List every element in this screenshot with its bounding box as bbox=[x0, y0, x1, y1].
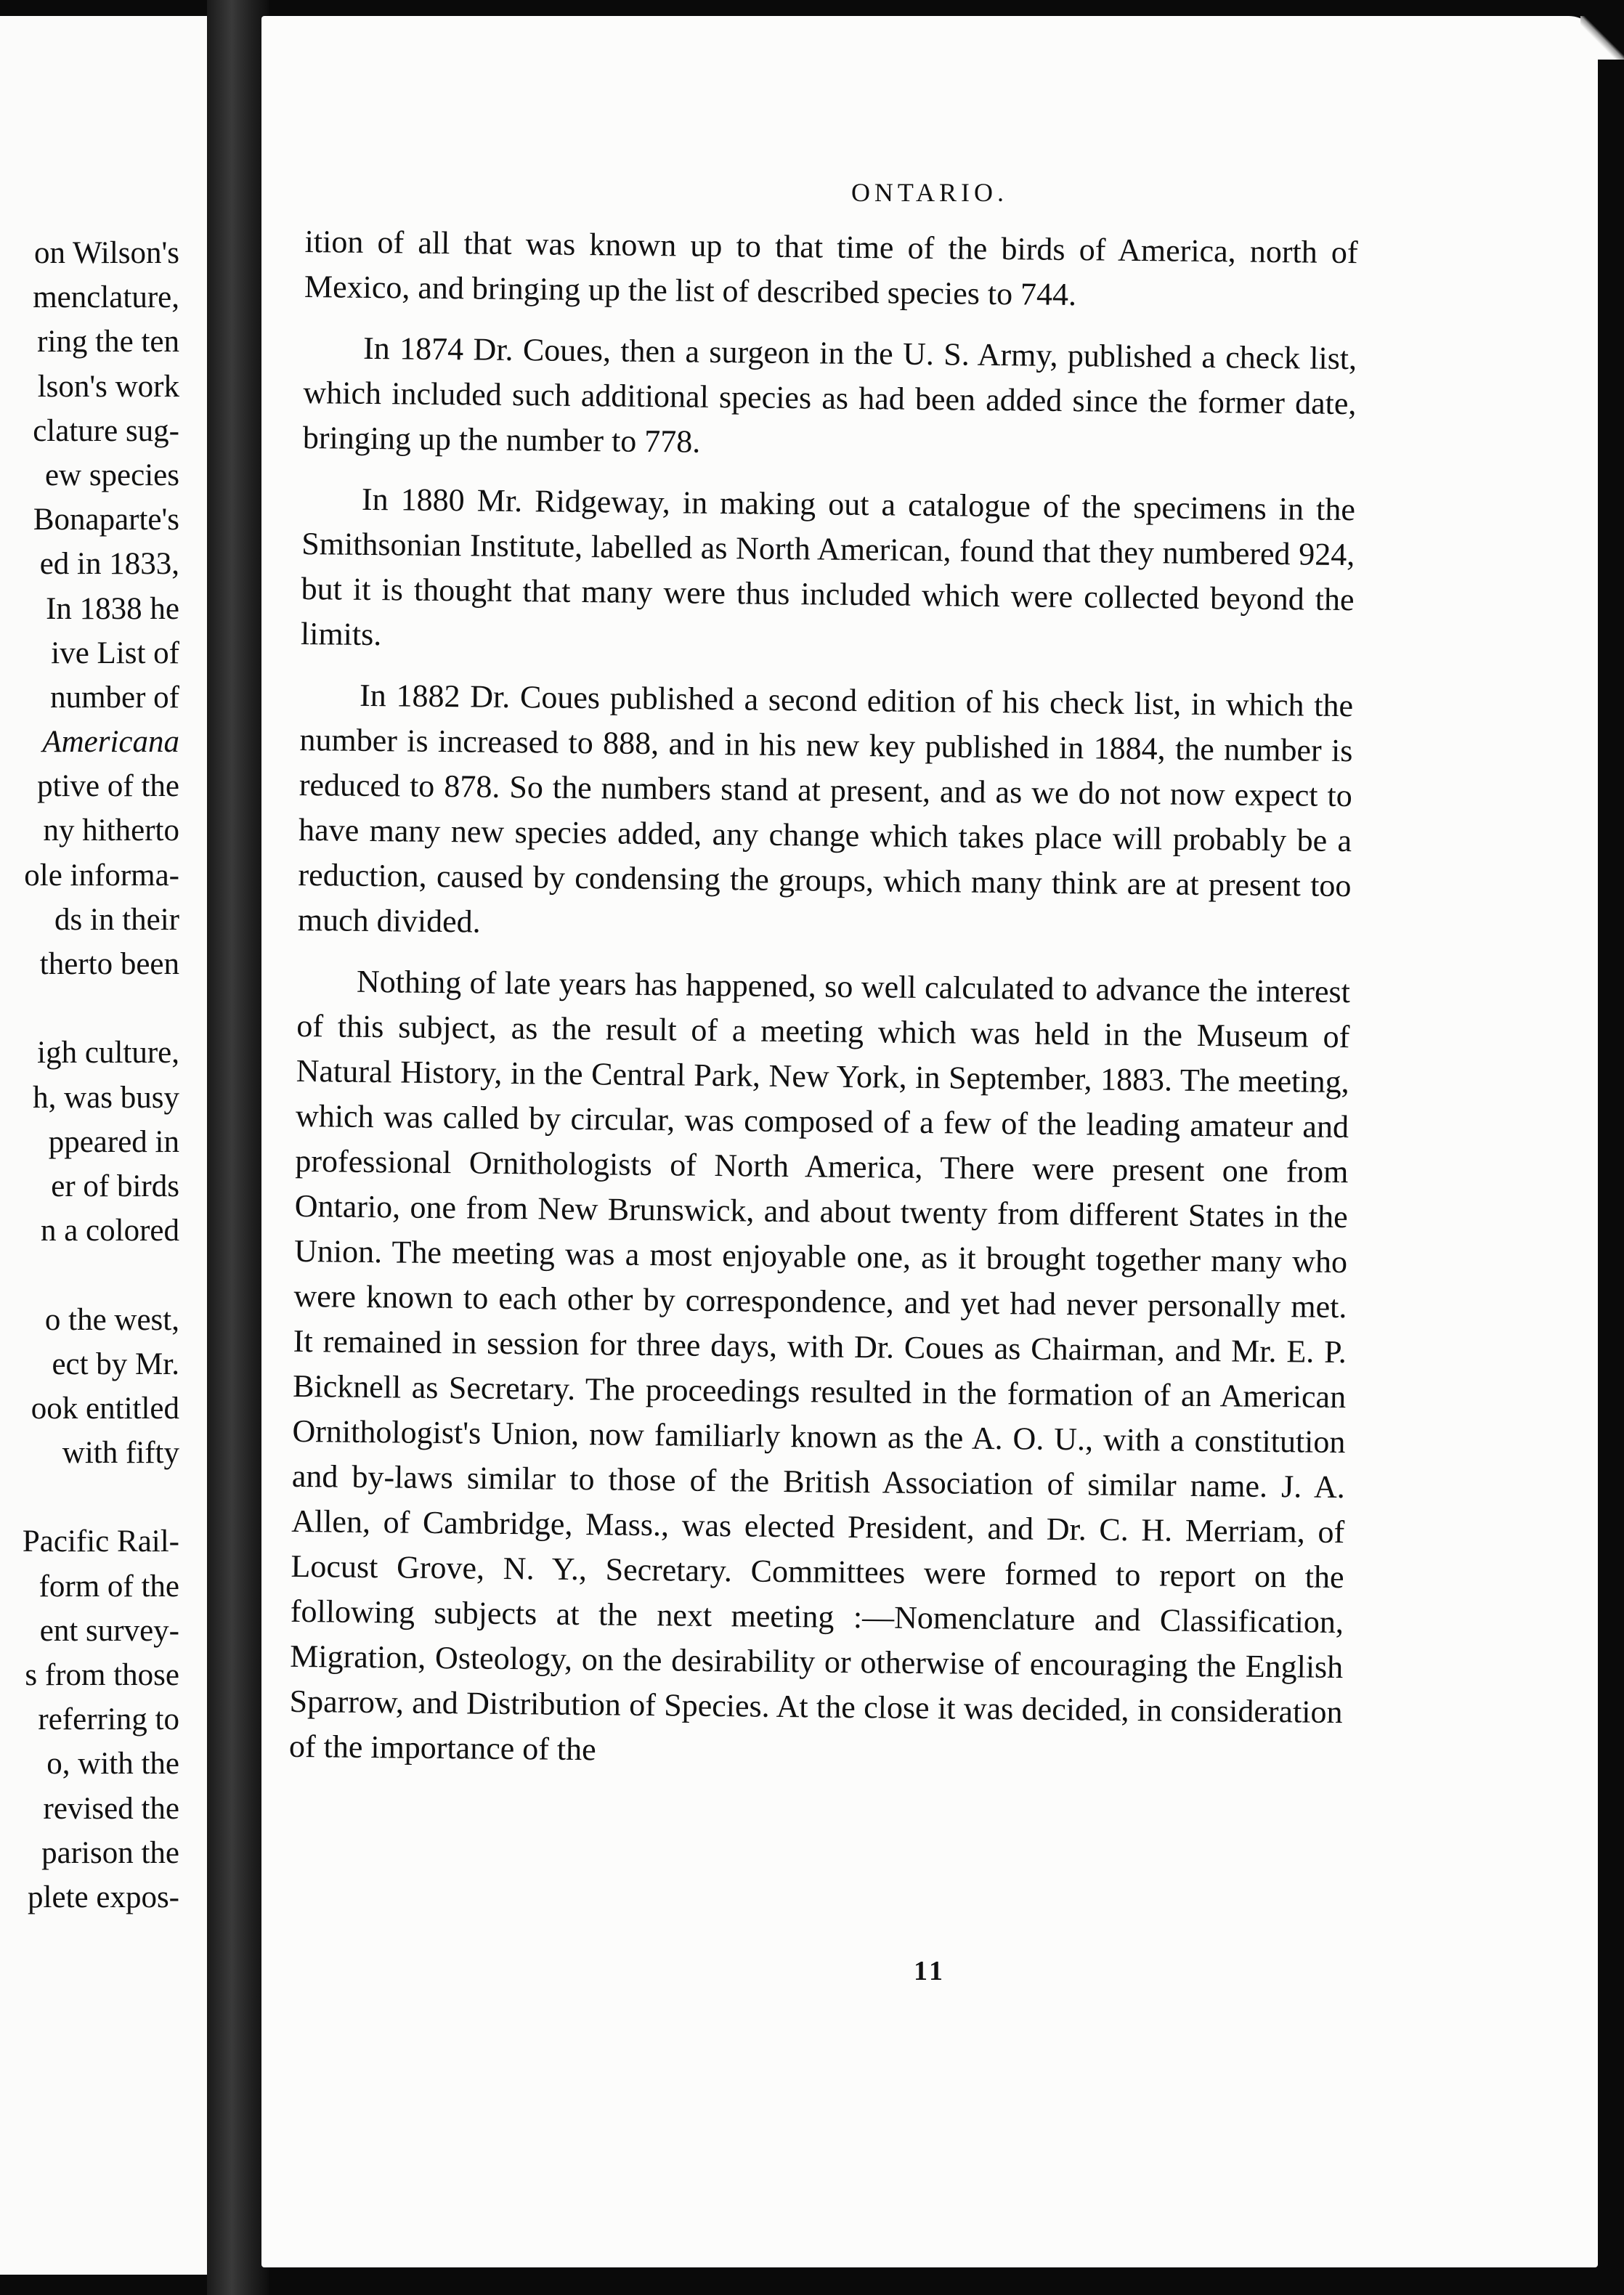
left-page-line: number of bbox=[50, 680, 179, 715]
page-number: 11 bbox=[914, 1956, 946, 1986]
left-page-line: ect by Mr. bbox=[52, 1346, 179, 1381]
left-page-line: menclature, bbox=[33, 280, 179, 315]
left-page-line: ring the ten bbox=[37, 325, 179, 360]
left-page-line: Americana bbox=[42, 725, 179, 760]
left-page-line: ive List of bbox=[51, 635, 179, 670]
left-page-line: ppeared in bbox=[48, 1124, 179, 1159]
paragraph-1882: In 1882 Dr. Coues published a second edition of his check list, in which the number is increased to 888, and in his new key published in 1884, the number is reduced to 878. So the numbers stand at present, and as we do not now expect to have many new species added, any change which takes place will probably be a reduction, caused by condensing the groups, which many think are at present too much divided. bbox=[297, 677, 1354, 940]
paragraph-1874: In 1874 Dr. Coues, then a surgeon in the U. S. Army, published a check list, which included such additional species as had been added since the former date, bringing up the number to 778. bbox=[302, 330, 1357, 460]
paragraph-1880: In 1880 Mr. Ridgeway, in making out a catalogue of the specimens in the Smithsonian Institute, labelled as North American, found that they numbered 924, but it is thought that many were thus included which were collected beyond the limits. bbox=[300, 481, 1356, 653]
left-facing-page bbox=[0, 16, 207, 2275]
page-corner-curl bbox=[1580, 16, 1624, 60]
left-page-line: Pacific Rail- bbox=[22, 1524, 179, 1559]
left-page-text-column bbox=[23, 231, 179, 1920]
left-page-line: o, with the bbox=[46, 1747, 179, 1782]
book-gutter bbox=[207, 0, 269, 2295]
left-page-blank-line bbox=[23, 986, 179, 1031]
left-page-line: ds in their bbox=[54, 902, 179, 937]
left-page-line: form of the bbox=[38, 1569, 179, 1604]
left-page-line: ed in 1833, bbox=[39, 547, 179, 582]
left-page-line: clature sug- bbox=[33, 413, 179, 448]
left-page-line: ole informa- bbox=[24, 858, 179, 893]
left-page-blank-line bbox=[23, 1253, 179, 1297]
paragraph-aou-meeting: Nothing of late years has happened, so well calculated to advance the interest of this subject, as the result of a meeting which was held in the Museum of Natural History, in the Central Park, New York, in September, 1883. The meeting, which was called by circular, was composed of a few of the leading amateur and professional Ornithologists of North America, There were present one from Ontario, one from New Brunswick, and about twenty from different States in the Union. The meeting was a most enjoyable one, as it brought together many who were known to each other by correspondence, and yet had never personally met. It remained in session for three days, with Dr. Coues as Chairman, and Mr. E. P. Bicknell as Secretary. The proceedings resulted in the formation of an American Ornithologist's Union, now familiarly known as the A. O. U., with a constitution and by-laws similar to those of the British Association of similar name. J. A. Allen, of Cambridge, Mass., was elected President, and Dr. C. H. Merriam, of Locust Grove, N. Y., Secretary. Committees were formed to report on the following subjects at the next meeting :—Nomenclature and Classification, Migration, Osteology, on the desirability or otherwise of encouraging the English Sparrow, and Distribution of Species. At the close it was decided, in consideration of the importance of the bbox=[288, 963, 1351, 1768]
left-page-line: In 1838 he bbox=[46, 591, 179, 626]
body-text bbox=[288, 219, 1357, 1796]
left-page-line: ptive of the bbox=[37, 769, 179, 804]
left-page-line: parison the bbox=[41, 1835, 179, 1870]
left-page-line: er of birds bbox=[51, 1169, 179, 1203]
left-page-line: ew species bbox=[44, 458, 179, 492]
left-page-line: ook entitled bbox=[31, 1391, 179, 1426]
left-page-line: ent survey- bbox=[39, 1613, 179, 1648]
left-page-line: therto been bbox=[39, 947, 179, 981]
left-page-line: revised the bbox=[43, 1791, 179, 1826]
left-page-line: n a colored bbox=[40, 1214, 179, 1248]
running-head: ONTARIO. bbox=[850, 178, 1009, 207]
left-page-line: referring to bbox=[38, 1702, 179, 1737]
paragraph-continuation: ition of all that was known up to that time of the birds of America, north of Mexico, and bringing up the list of described species to 744. bbox=[304, 223, 1358, 313]
left-page-line: igh culture, bbox=[37, 1036, 179, 1071]
left-page-line: on Wilson's bbox=[34, 236, 179, 270]
left-page-line: s from those bbox=[25, 1658, 179, 1692]
right-page bbox=[261, 16, 1598, 2267]
left-page-line: with fifty bbox=[62, 1436, 179, 1471]
left-page-line: Bonaparte's bbox=[33, 503, 179, 537]
left-page-line: plete expos- bbox=[28, 1880, 179, 1914]
left-page-line: lson's work bbox=[37, 369, 179, 404]
left-page-line: ny hitherto bbox=[43, 813, 179, 848]
left-page-line: h, was busy bbox=[33, 1080, 179, 1115]
left-page-blank-line bbox=[23, 1475, 179, 1519]
left-page-line: o the west, bbox=[44, 1302, 179, 1337]
